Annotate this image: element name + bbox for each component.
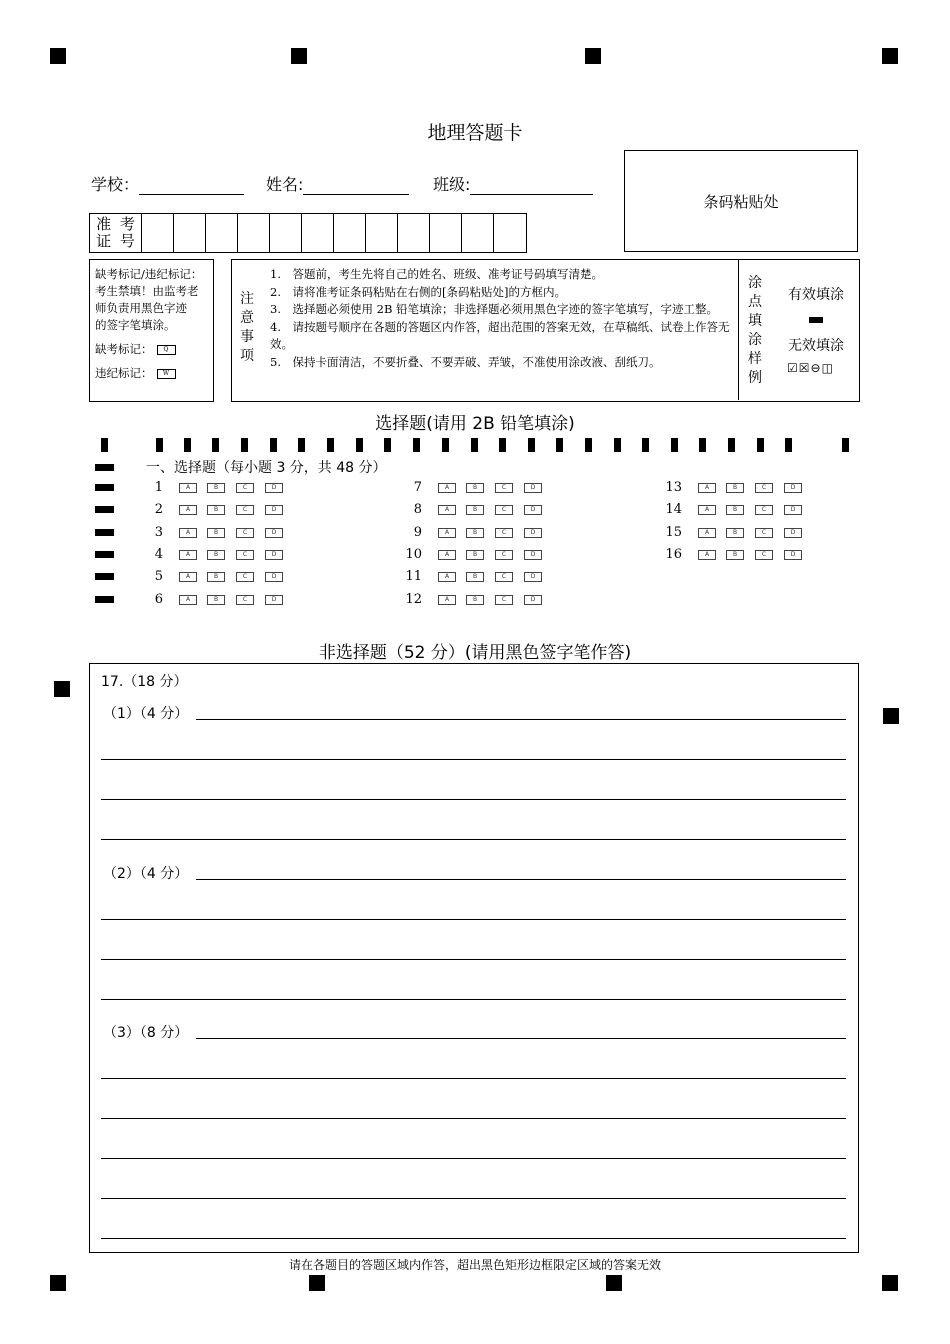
notice-item: 5. 保持卡面清洁，不要折叠、不要弄破、弄皱，不准使用涂改液、刮纸刀。 <box>270 354 661 369</box>
absence-text: 师负责用黑色字迹 <box>95 301 187 315</box>
valid-fill-label: 有效填涂 <box>788 287 844 303</box>
alignment-mark <box>54 681 70 697</box>
exam-id-grid[interactable] <box>89 213 527 253</box>
exam-id-label: 准 考证 号 <box>90 214 142 252</box>
exam-id-cell[interactable] <box>398 214 430 252</box>
option-bubble-d[interactable]: D <box>265 505 283 515</box>
option-bubble-c[interactable]: C <box>495 528 513 538</box>
alignment-mark <box>883 708 899 724</box>
question-title: 17.（18 分） <box>101 674 188 690</box>
question-number: 15 <box>665 525 682 540</box>
option-bubble-d[interactable]: D <box>265 528 283 538</box>
row-mark <box>95 551 114 558</box>
timing-tick <box>156 438 163 452</box>
question-number: 3 <box>154 525 163 540</box>
option-bubble-c[interactable]: C <box>236 528 254 538</box>
option-bubble-b[interactable]: B <box>207 550 225 560</box>
question-number: 6 <box>154 592 163 607</box>
option-bubble-b[interactable]: B <box>207 595 225 605</box>
question-number: 8 <box>413 502 422 517</box>
timing-tick <box>728 438 735 452</box>
option-bubble-c[interactable]: C <box>236 550 254 560</box>
timing-tick <box>384 438 391 452</box>
notice-panel <box>231 259 860 402</box>
timing-tick <box>585 438 592 452</box>
timing-tick <box>212 438 219 452</box>
option-bubble-b[interactable]: B <box>466 505 484 515</box>
class-label: 班级: <box>433 175 471 194</box>
notice-list <box>270 266 738 371</box>
fill-example-heading: 涂点填涂样例 <box>748 275 762 386</box>
name-label: 姓名: <box>266 175 304 194</box>
answer-line[interactable] <box>101 919 846 920</box>
timing-tick <box>241 438 248 452</box>
option-bubble-a[interactable]: A <box>698 483 716 493</box>
timing-tick <box>642 438 649 452</box>
answer-line[interactable] <box>196 1038 846 1039</box>
name-field[interactable] <box>266 172 409 195</box>
option-bubble-c[interactable]: C <box>755 550 773 560</box>
option-bubble-d[interactable]: D <box>265 483 283 493</box>
option-bubble-a[interactable]: A <box>438 595 456 605</box>
option-bubble-a[interactable]: A <box>438 528 456 538</box>
part-label: （3）（8 分） <box>103 1022 192 1042</box>
option-bubble-a[interactable]: A <box>698 505 716 515</box>
option-bubble-b[interactable]: B <box>726 550 744 560</box>
timing-tick <box>356 438 363 452</box>
answer-line[interactable] <box>101 959 846 960</box>
option-bubble-b[interactable]: B <box>207 572 225 582</box>
exam-id-cell[interactable] <box>206 214 238 252</box>
option-bubble-a[interactable]: A <box>179 572 197 582</box>
question-number: 5 <box>154 569 163 584</box>
violation-mark-box[interactable]: W <box>157 369 176 379</box>
absence-text: 缺考标记/违纪标记： <box>95 267 203 281</box>
answer-line[interactable] <box>101 799 846 800</box>
option-bubble-b[interactable]: B <box>207 483 225 493</box>
option-bubble-d[interactable]: D <box>265 595 283 605</box>
answer-line[interactable] <box>101 759 846 760</box>
question-number: 14 <box>665 502 682 517</box>
option-bubble-b[interactable]: B <box>466 528 484 538</box>
answer-line[interactable] <box>101 1198 846 1199</box>
timing-tick <box>442 438 449 452</box>
alignment-mark <box>291 48 307 64</box>
question-number: 13 <box>665 480 682 495</box>
option-bubble-c[interactable]: C <box>755 483 773 493</box>
barcode-label: 条码粘贴处 <box>703 192 779 211</box>
exam-id-cell[interactable] <box>366 214 398 252</box>
timing-tick <box>471 438 478 452</box>
exam-id-cell[interactable] <box>430 214 462 252</box>
timing-tick <box>101 438 108 452</box>
timing-tick <box>785 438 792 452</box>
question-number: 4 <box>154 547 163 562</box>
option-bubble-d[interactable]: D <box>784 550 802 560</box>
exam-id-cell[interactable] <box>334 214 366 252</box>
exam-id-cell[interactable] <box>270 214 302 252</box>
alignment-mark <box>50 48 66 64</box>
option-bubble-a[interactable]: A <box>179 550 197 560</box>
row-mark <box>95 464 114 471</box>
valid-fill-sample <box>809 317 823 323</box>
timing-tick <box>413 438 420 452</box>
notice-item: 1. 答题前，考生先将自己的姓名、班级、准考证号码填写清楚。 <box>270 267 603 281</box>
answer-line[interactable] <box>101 1158 846 1159</box>
question-number: 7 <box>413 480 422 495</box>
option-bubble-d[interactable]: D <box>524 505 542 515</box>
answer-line[interactable] <box>101 1118 846 1119</box>
option-bubble-c[interactable]: C <box>495 505 513 515</box>
option-bubble-c[interactable]: C <box>495 595 513 605</box>
option-bubble-d[interactable]: D <box>784 528 802 538</box>
question-number: 1 <box>154 480 163 495</box>
option-bubble-d[interactable]: D <box>265 572 283 582</box>
option-bubble-d[interactable]: D <box>524 483 542 493</box>
option-bubble-d[interactable]: D <box>524 528 542 538</box>
option-bubble-b[interactable]: B <box>466 483 484 493</box>
timing-tick <box>842 438 849 452</box>
row-mark <box>95 529 114 536</box>
timing-tick <box>270 438 277 452</box>
notice-item: 2. 请将准考证条码粘贴在右侧的[条码粘贴处]的方框内。 <box>270 284 566 299</box>
option-bubble-b[interactable]: B <box>207 528 225 538</box>
invalid-fill-label: 无效填涂 <box>788 338 844 354</box>
violation-label: 违纪标记： <box>95 366 153 380</box>
absence-text: 的签字笔填涂。 <box>95 318 176 332</box>
row-mark <box>95 506 114 513</box>
timing-tick <box>499 438 506 452</box>
school-field[interactable] <box>91 172 244 195</box>
option-bubble-c[interactable]: C <box>495 483 513 493</box>
option-bubble-b[interactable]: B <box>726 483 744 493</box>
absent-label: 缺考标记： <box>95 342 153 356</box>
violation-mark-row[interactable] <box>95 365 209 382</box>
exam-id-cell[interactable] <box>302 214 334 252</box>
exam-id-cell[interactable] <box>238 214 270 252</box>
option-bubble-c[interactable]: C <box>495 550 513 560</box>
option-bubble-a[interactable]: A <box>438 505 456 515</box>
timing-tick <box>184 438 191 452</box>
option-bubble-b[interactable]: B <box>726 528 744 538</box>
option-bubble-d[interactable]: D <box>524 572 542 582</box>
question-number: 10 <box>405 547 422 562</box>
option-bubble-d[interactable]: D <box>265 550 283 560</box>
answer-line[interactable] <box>196 719 846 720</box>
answer-line[interactable] <box>101 839 846 840</box>
question-number: 2 <box>154 502 163 517</box>
page-title: 地理答题卡 <box>427 122 523 144</box>
absence-text: 考生禁填！由监考老 <box>95 284 199 298</box>
notice-item: 4. 请按题号顺序在各题的答题区内作答，超出范围的答案无效，在草稿纸、试卷上作答无效。 <box>270 319 730 351</box>
option-bubble-d[interactable]: D <box>784 483 802 493</box>
option-bubble-a[interactable]: A <box>698 550 716 560</box>
timing-tick <box>556 438 563 452</box>
answer-line[interactable] <box>101 999 846 1000</box>
option-bubble-a[interactable]: A <box>179 505 197 515</box>
panel-divider <box>738 260 739 400</box>
option-bubble-c[interactable]: C <box>236 595 254 605</box>
exam-id-cell[interactable] <box>462 214 494 252</box>
option-bubble-a[interactable]: A <box>438 550 456 560</box>
option-bubble-c[interactable]: C <box>236 572 254 582</box>
answer-line[interactable] <box>196 879 846 880</box>
timing-tick <box>614 438 621 452</box>
answer-line[interactable] <box>101 1078 846 1079</box>
alignment-mark <box>882 1275 898 1291</box>
nonchoice-section-heading: 非选择题（52 分）(请用黑色签字笔作答) <box>318 643 632 663</box>
option-bubble-d[interactable]: D <box>784 505 802 515</box>
timing-tick <box>757 438 764 452</box>
alignment-mark <box>606 1275 622 1291</box>
timing-tick <box>327 438 334 452</box>
alignment-mark <box>50 1275 66 1291</box>
timing-tick <box>298 438 305 452</box>
exam-id-cell[interactable] <box>174 214 206 252</box>
barcode-area[interactable] <box>624 150 858 252</box>
part-label: （2）（4 分） <box>103 863 192 883</box>
option-bubble-a[interactable]: A <box>698 528 716 538</box>
row-mark <box>95 596 114 603</box>
absence-panel <box>89 259 214 402</box>
option-bubble-a[interactable]: A <box>438 483 456 493</box>
invalid-fill-samples: ☑☒⊖◫ <box>787 361 834 375</box>
option-bubble-c[interactable]: C <box>755 528 773 538</box>
part-label: （1）（4 分） <box>103 703 192 723</box>
answer-line[interactable] <box>101 1238 846 1239</box>
option-bubble-c[interactable]: C <box>236 483 254 493</box>
option-bubble-b[interactable]: B <box>466 595 484 605</box>
option-bubble-a[interactable]: A <box>179 528 197 538</box>
timing-tick <box>671 438 678 452</box>
school-label: 学校： <box>91 175 140 194</box>
choice-section-heading: 选择题(请用 2B 铅笔填涂) <box>375 414 575 434</box>
option-bubble-a[interactable]: A <box>179 595 197 605</box>
option-bubble-b[interactable]: B <box>726 505 744 515</box>
option-bubble-b[interactable]: B <box>466 572 484 582</box>
absent-mark-row[interactable] <box>95 341 209 358</box>
question-number: 9 <box>413 525 422 540</box>
option-bubble-c[interactable]: C <box>236 505 254 515</box>
choice-subheading: 一、选择题（每小题 3 分，共 48 分） <box>146 460 387 476</box>
option-bubble-d[interactable]: D <box>524 550 542 560</box>
option-bubble-a[interactable]: A <box>179 483 197 493</box>
option-bubble-a[interactable]: A <box>438 572 456 582</box>
class-field[interactable] <box>433 172 593 195</box>
notice-item: 3. 选择题必须使用 2B 铅笔填涂；非选择题必须用黑色字迹的签字笔填写，字迹工整。 <box>270 302 719 316</box>
option-bubble-d[interactable]: D <box>524 595 542 605</box>
alignment-mark <box>882 48 898 64</box>
row-mark <box>95 484 114 491</box>
row-mark <box>95 573 114 580</box>
exam-id-cell[interactable] <box>142 214 174 252</box>
footer-note: 请在各题目的答题区域内作答，超出黑色矩形边框限定区域的答案无效 <box>288 1258 661 1272</box>
notice-heading: 注意事项 <box>240 291 254 364</box>
question-number: 11 <box>405 569 422 584</box>
exam-id-cell[interactable] <box>494 214 526 252</box>
answer-area[interactable] <box>89 663 859 1253</box>
alignment-mark <box>309 1275 325 1291</box>
question-number: 12 <box>405 592 422 607</box>
absent-mark-box[interactable]: Q <box>157 345 176 355</box>
option-bubble-c[interactable]: C <box>755 505 773 515</box>
option-bubble-c[interactable]: C <box>495 572 513 582</box>
timing-tick <box>528 438 535 452</box>
question-number: 16 <box>665 547 682 562</box>
alignment-mark <box>585 48 601 64</box>
option-bubble-b[interactable]: B <box>207 505 225 515</box>
option-bubble-b[interactable]: B <box>466 550 484 560</box>
timing-tick <box>699 438 706 452</box>
